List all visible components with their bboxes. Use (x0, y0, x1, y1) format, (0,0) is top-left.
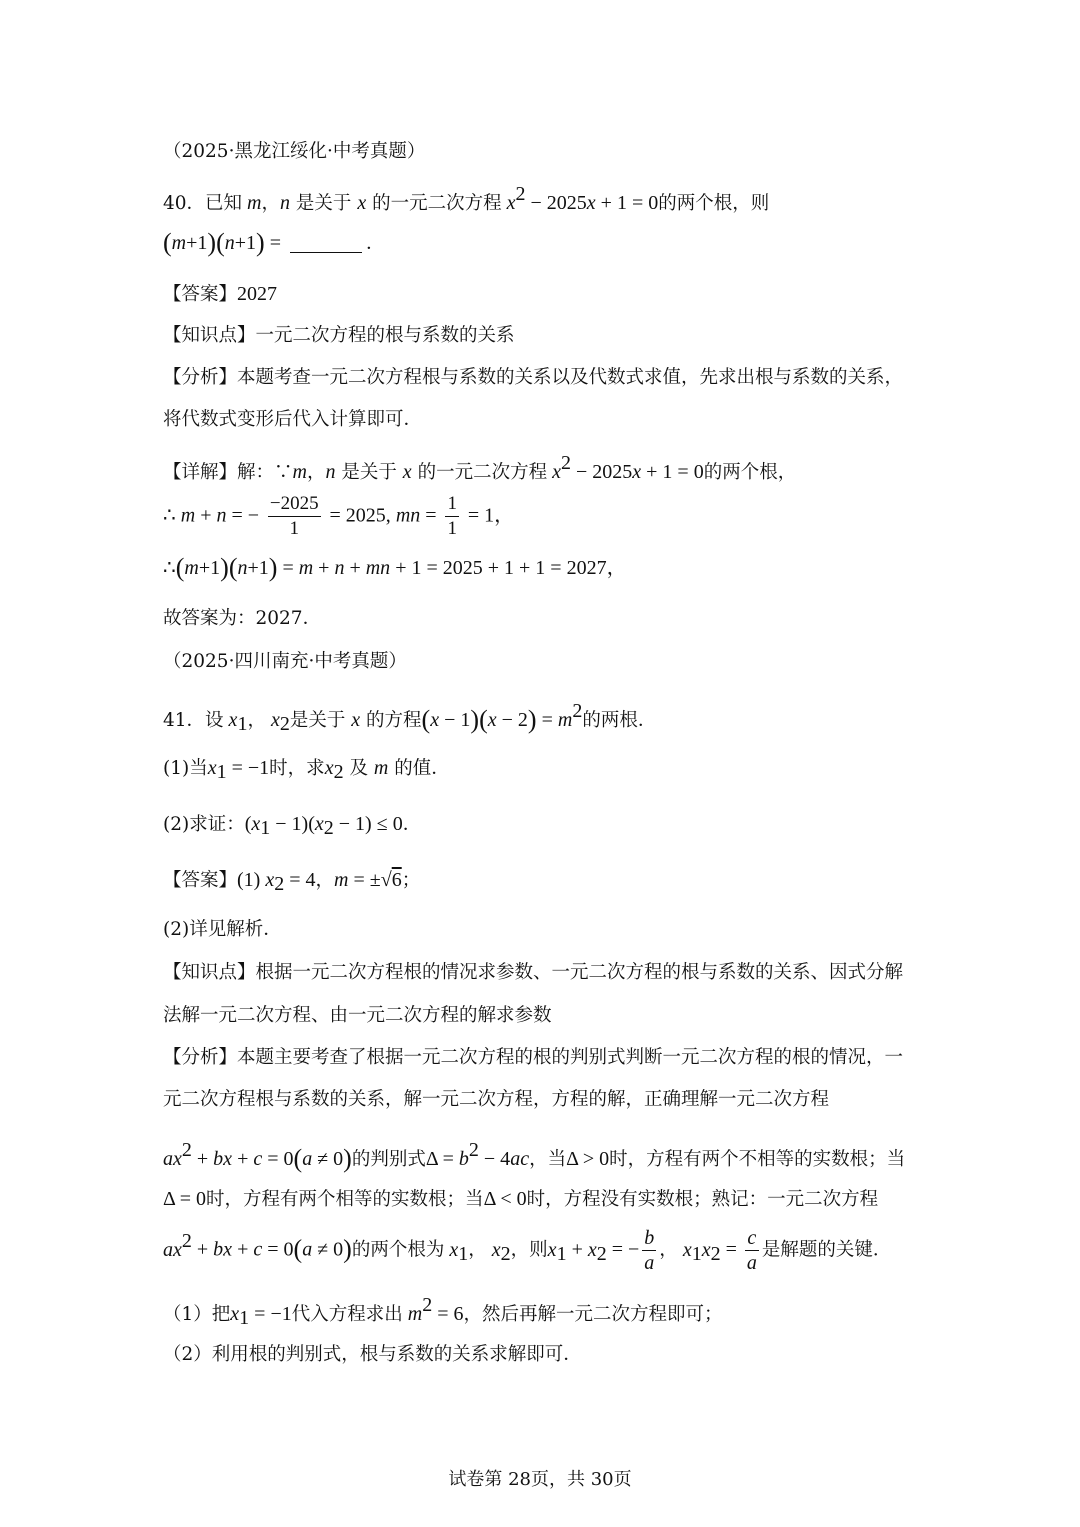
q40-analysis-line1 (163, 366, 903, 390)
part1-text: 时，求 (269, 758, 325, 779)
part2-text: (2)求证： (163, 814, 245, 835)
q41-part2: (2)求证：$(x_1 - 1)(x_2 - 1) \le 0$． (163, 813, 422, 839)
q40-stem-text: 是关于 (295, 193, 352, 214)
q40-source: （2025·黑龙江绥化·中考真题） (163, 141, 426, 162)
answer-blank (290, 252, 362, 253)
frac-num: 1 (445, 492, 459, 517)
fraction (268, 492, 321, 541)
q40-detail-line1: 【详解】解：∵m，n 是关于 x 的一元二次方程 $x^2 - 2025x + 1 = 0$的两个根， (163, 452, 797, 483)
answer-value: 2027 (237, 283, 278, 305)
q41-source: （2025·四川南充·中考真题） (163, 651, 407, 672)
q41-number: 41．设 (163, 710, 224, 731)
q41-analysis-line1 (163, 1046, 903, 1070)
knowledge-text: 根据一元二次方程根的情况求参数、一元二次方程的根与系数的关系、因式分解 (255, 962, 904, 983)
part2-end: ． (402, 814, 422, 835)
q41-stem-suffix: 的两根． (582, 710, 657, 731)
answer-part-label: (1) (237, 869, 261, 891)
q40-stem-text2: 的一元二次方程 (372, 193, 502, 214)
answer-tag: 【答案】 (163, 284, 238, 305)
answer-tag: 【答案】 (163, 870, 238, 891)
detail-text: 的两个根， (703, 462, 797, 483)
q41-stem-text: 是关于 (289, 710, 346, 731)
fraction (445, 492, 459, 541)
part1-text: 及 (349, 758, 368, 779)
q40-knowledge (163, 324, 515, 348)
q41-analysis-line4: Δ = 0时，方程有两个相等的实数根；当Δ < 0时，方程没有实数根；熟记：一元二次方程 (163, 1188, 879, 1210)
part1-text: 的值． (394, 758, 450, 779)
frac-den: 1 (447, 518, 457, 539)
q40-answer (163, 282, 277, 307)
analysis-text: 的两个根为 (351, 1239, 445, 1261)
q40-number: 40．已知 (163, 193, 243, 214)
detail-text: 是关于 (341, 462, 397, 483)
q41-answer2: (2)详见解析． (163, 919, 282, 940)
q40-conclusion: 故答案为：2027． (163, 608, 322, 629)
analysis-text: 是解题的关键． (761, 1239, 892, 1261)
q41-part1: (1)当$x_1 = -1$时，求$x_2$ 及 m 的值． (163, 757, 450, 783)
q41-step2: （2）利用根的判别式，根与系数的关系求解即可． (163, 1344, 582, 1365)
analysis-tag: 【分析】 (163, 1047, 238, 1068)
q41-knowledge-line2: 法解一元二次方程、由一元二次方程的解求参数 (163, 1005, 552, 1026)
knowledge-tag: 【知识点】 (163, 962, 256, 983)
q40-stem-suffix: 的两个根，则 (658, 193, 770, 214)
q40-stem-line2: (m+1)(n+1) = ． (163, 228, 385, 257)
frac-num: −2025 (268, 492, 321, 517)
q40-stem-line1: 40．已知 m，n 是关于 x 的一元二次方程 $x^2 - 2025x + 1 = 0$的两个根，则 (163, 183, 770, 214)
q40-analysis-line2: 将代数式变形后代入计算即可． (163, 409, 423, 430)
q40-detail-line3: ∴(m+1)(n+1) = m + n + mn + 1 = 2025 + 1 + 1 = 2027， (163, 553, 627, 582)
q41-analysis-line2: 元二次方程根与系数的关系，解一元二次方程，方程的解，正确理解一元二次方程 (163, 1089, 830, 1110)
q40-equation: $x^2 - 2025x + 1 = 0$ (501, 183, 659, 214)
fraction: $\frac{b}{a}$ (644, 1227, 655, 1274)
analysis-text: 本题主要考查了根据一元二次方程的根的判别式判断一元二次方程的根的情况，一 (237, 1047, 904, 1068)
knowledge-tag: 【知识点】 (163, 325, 256, 346)
analysis-text: ，当 (529, 1149, 567, 1170)
q41-knowledge-line1 (163, 961, 903, 985)
analysis-text: 的判别式 (351, 1149, 426, 1170)
analysis-text: ，则 (510, 1239, 548, 1261)
q41-answer: 【答案】(1) $x_2 = 4$，m = ±√6； (163, 869, 421, 895)
step-text: 代入方程求出 (291, 1304, 403, 1325)
frac-den: 1 (289, 518, 300, 539)
part1-text: (1)当 (163, 758, 208, 779)
knowledge-text: 一元二次方程的根与系数的关系 (255, 325, 515, 346)
q41-analysis-line5: $ax^2$ + bx + c = 0(a ≠ 0)的两个根为 $x_1$， $x_2$，则$x_1 + x_2$ = − $\frac{b}{a}$ ， $x_1x_2$ = $\frac{c}{a}$ 是解题的关键． (163, 1227, 892, 1274)
fraction: $\frac{c}{a}$ (746, 1227, 757, 1274)
separator: ； (401, 870, 421, 891)
q41-stem-text2: 的方程 (366, 710, 422, 731)
analysis-text: 本题考查一元二次方程根与系数的关系以及代数式求值，先求出根与系数的关系， (237, 367, 904, 388)
q40-detail-line2: ∴ m + n = − $\frac{-2025}{1}$ = 2025, mn = $\frac{1}{1}$ = 1， (163, 493, 515, 539)
step-text: （1）把 (163, 1304, 231, 1325)
analysis-text: 时，方程没有实数根；熟记：一元二次方程 (526, 1189, 879, 1210)
q41-step1: （1）把$x_1 = -1$代入方程求出 $m^2 = 6$，然后再解一元二次方程即可； (163, 1294, 723, 1329)
detail-text: 解：∵ (237, 462, 293, 483)
page-footer: 试卷第 28页，共 30页 (448, 1469, 632, 1490)
analysis-text: 时，方程有两个不相等的实数根；当 (609, 1149, 906, 1170)
detail-text: 的一元二次方程 (417, 462, 548, 483)
separator: ， (315, 870, 335, 891)
step-text: ，然后再解一元二次方程即可； (463, 1304, 723, 1325)
analysis-text: 时，方程有两个相等的实数根；当 (206, 1189, 484, 1210)
analysis-tag: 【分析】 (163, 367, 238, 388)
detail-tag: 【详解】 (163, 462, 238, 483)
q41-stem: 41．设 $x_1$， $x_2$是关于 x 的方程$(x - 1)(x - 2) = m^2$的两根． (163, 700, 657, 735)
q41-analysis-line3: $ax^2$ + bx + c = 0(a ≠ 0)的判别式$\Delta = b^2 - 4ac$，当Δ > 0时，方程有两个不相等的实数根；当 (163, 1139, 906, 1173)
